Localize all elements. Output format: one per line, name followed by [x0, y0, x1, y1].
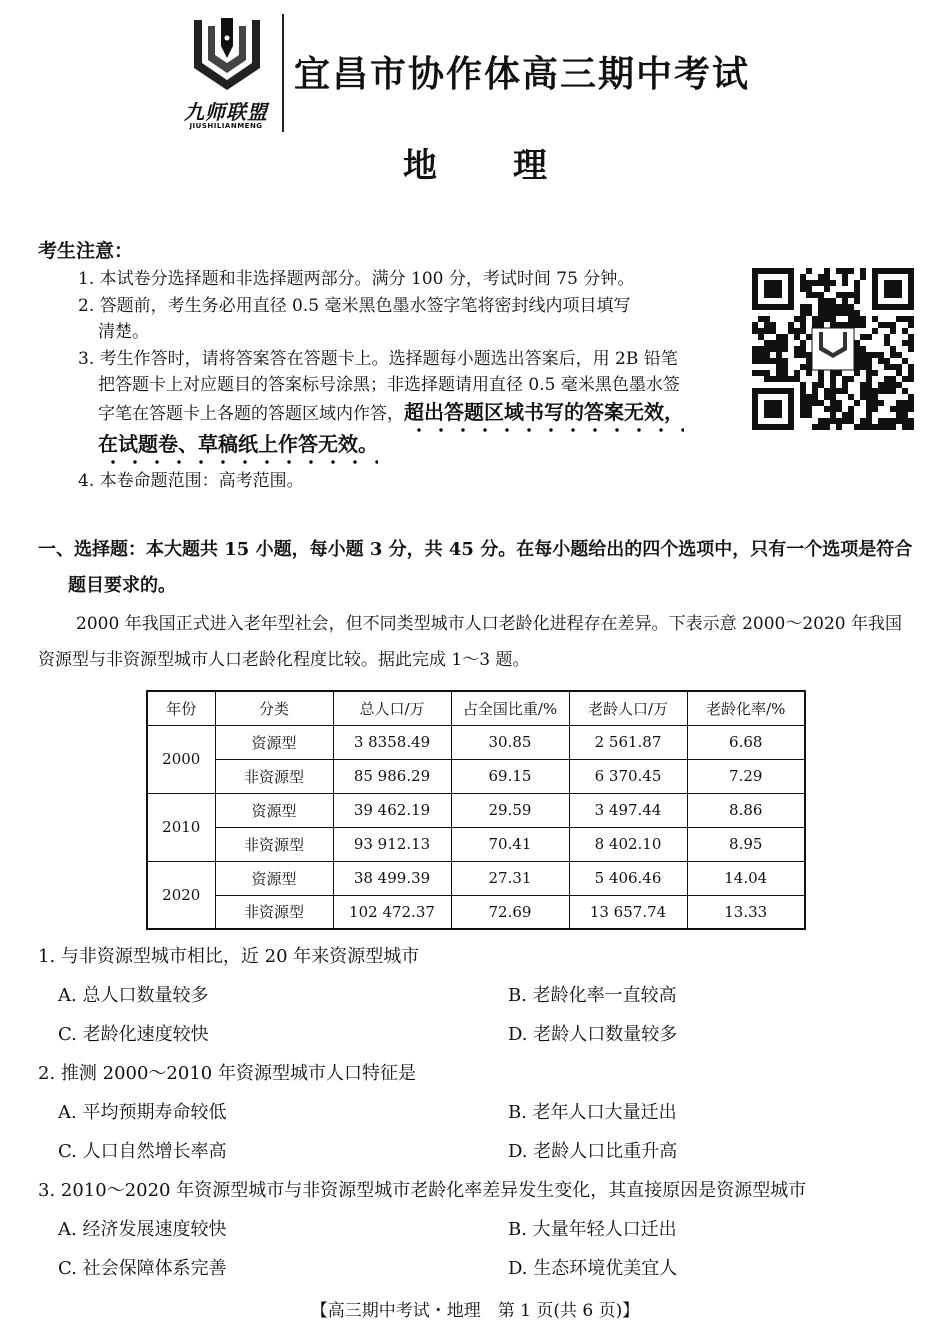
table-cell: 85 986.29: [333, 759, 451, 793]
question-1-option-c[interactable]: C. 老龄化速度较快: [58, 1024, 209, 1045]
table-header-row: [147, 691, 805, 725]
year-cell: 2000: [147, 725, 215, 793]
question-1-stem: 1. 与非资源型城市相比，近 20 年来资源型城市: [38, 946, 420, 967]
notice-item-3-cont-2: [78, 399, 738, 428]
logo-name: 九师联盟: [184, 100, 268, 124]
question-2-option-a[interactable]: A. 平均预期寿命较低: [58, 1102, 227, 1123]
table-cell: 资源型: [215, 793, 333, 827]
table-cell: 30.85: [451, 725, 569, 759]
question-3-option-a[interactable]: A. 经济发展速度较快: [58, 1219, 227, 1240]
notice-item-3-text: 字笔在答题卡上各题的答题区域内作答，: [98, 403, 404, 424]
table-cell: 8 402.10: [569, 827, 687, 861]
question-3-option-c[interactable]: C. 社会保障体系完善: [58, 1258, 227, 1279]
table-row: [147, 895, 805, 929]
notice-item-4: 4. 本卷命题范围：高考范围。: [78, 470, 304, 491]
table-cell: 8.86: [687, 793, 805, 827]
subject-title: [0, 138, 950, 187]
header-elderly: 老龄人口/万: [569, 691, 687, 725]
notice-item-3-cont-3: [78, 431, 738, 460]
header-aging-rate: 老龄化率/%: [687, 691, 805, 725]
pen-book-logo-icon: [188, 16, 266, 92]
question-1-option-d[interactable]: D. 老龄人口数量较多: [508, 1024, 678, 1045]
question-2-stem: 2. 推测 2000～2010 年资源型城市人口特征是: [38, 1063, 416, 1084]
table-cell: 3 8358.49: [333, 725, 451, 759]
table-cell: 3 497.44: [569, 793, 687, 827]
qr-code-icon: [752, 268, 914, 430]
subject-char-2: 理: [513, 146, 547, 186]
exam-title: 宜昌市协作体高三期中考试: [294, 54, 751, 95]
table-cell: 29.59: [451, 793, 569, 827]
table-row: [147, 861, 805, 895]
table-row: [147, 759, 805, 793]
table-cell: 13.33: [687, 895, 805, 929]
table-cell: 27.31: [451, 861, 569, 895]
table-cell: 非资源型: [215, 827, 333, 861]
table-cell: 2 561.87: [569, 725, 687, 759]
question-3-stem: 3. 2010～2020 年资源型城市与非资源型城市老龄化率差异发生变化，其直接原因是资源型城市: [38, 1180, 807, 1201]
table-cell: 70.41: [451, 827, 569, 861]
table-cell: 13 657.74: [569, 895, 687, 929]
table-cell: 38 499.39: [333, 861, 451, 895]
table-cell: 资源型: [215, 725, 333, 759]
question-1-option-b[interactable]: B. 老龄化率一直较高: [508, 985, 677, 1006]
notice-item-1: 1. 本试卷分选择题和非选择题两部分。满分 100 分，考试时间 75 分钟。: [78, 269, 635, 289]
table-cell: 6.68: [687, 725, 805, 759]
notice-item-3-cont-1: 把答题卡上对应题目的答案标号涂黑；非选择题请用直径 0.5 毫米黑色墨水签: [98, 375, 680, 395]
publisher-logo: [170, 14, 284, 132]
subject-char-1: 地: [403, 146, 437, 186]
emphasis-text-1: 超出答题区域书写的答案无效，: [404, 400, 684, 433]
question-2-option-c[interactable]: C. 人口自然增长率高: [58, 1141, 227, 1162]
table-row: [147, 725, 805, 759]
table-cell: 5 406.46: [569, 861, 687, 895]
header-type: 分类: [215, 691, 333, 725]
page-footer: 【高三期中考试・地理 第 1 页(共 6 页)】: [310, 1301, 640, 1321]
aging-data-table: [146, 690, 806, 930]
notice-item-2: 2. 答题前，考生务必用直径 0.5 毫米黑色墨水签字笔将密封线内项目填写: [78, 295, 631, 316]
table-cell: 非资源型: [215, 759, 333, 793]
question-1-option-a[interactable]: A. 总人口数量较多: [58, 985, 209, 1006]
table-row: [147, 827, 805, 861]
table-cell: 93 912.13: [333, 827, 451, 861]
year-cell: 2010: [147, 793, 215, 861]
question-3-option-d[interactable]: D. 生态环境优美宜人: [508, 1258, 678, 1279]
table-row: [147, 793, 805, 827]
question-2-option-b[interactable]: B. 老年人口大量迁出: [508, 1102, 677, 1123]
header-share: 占全国比重/%: [451, 691, 569, 725]
table-cell: 69.15: [451, 759, 569, 793]
question-intro: 2000 年我国正式进入老年型社会，但不同类型城市人口老龄化进程存在差异。下表示意 2000～2020 年我国资源型与非资源型城市人口老龄化程度比较。据此完成 1～3 题。: [38, 614, 903, 670]
header-population: 总人口/万: [333, 691, 451, 725]
logo-subtitle: JIUSHILIANMENG: [189, 122, 263, 130]
notice-item-2-cont: 清楚。: [98, 322, 149, 342]
table-cell: 7.29: [687, 759, 805, 793]
table-cell: 102 472.37: [333, 895, 451, 929]
year-cell: 2020: [147, 861, 215, 929]
notice-heading: 考生注意：: [38, 240, 134, 262]
section-heading-line-2: 题目要求的。: [68, 575, 176, 596]
emphasis-text-2: 在试题卷、草稿纸上作答无效。: [98, 432, 378, 465]
table-cell: 39 462.19: [333, 793, 451, 827]
table-cell: 72.69: [451, 895, 569, 929]
table-cell: 8.95: [687, 827, 805, 861]
table-cell: 非资源型: [215, 895, 333, 929]
table-cell: 6 370.45: [569, 759, 687, 793]
header-year: 年份: [147, 691, 215, 725]
table-cell: 资源型: [215, 861, 333, 895]
notice-list: [78, 266, 738, 494]
table-cell: 14.04: [687, 861, 805, 895]
notice-item-3: 3. 考生作答时，请将答案答在答题卡上。选择题每小题选出答案后，用 2B 铅笔: [78, 348, 678, 369]
section-heading: [38, 532, 918, 604]
question-2-option-d[interactable]: D. 老龄人口比重升高: [508, 1141, 678, 1162]
section-heading-line-1: 一、选择题：本大题共 15 小题，每小题 3 分，共 45 分。在每小题给出的四个选项中，只有一个选项是符合: [38, 539, 913, 560]
qr-code[interactable]: [752, 268, 914, 430]
question-3-option-b[interactable]: B. 大量年轻人口迁出: [508, 1219, 677, 1240]
